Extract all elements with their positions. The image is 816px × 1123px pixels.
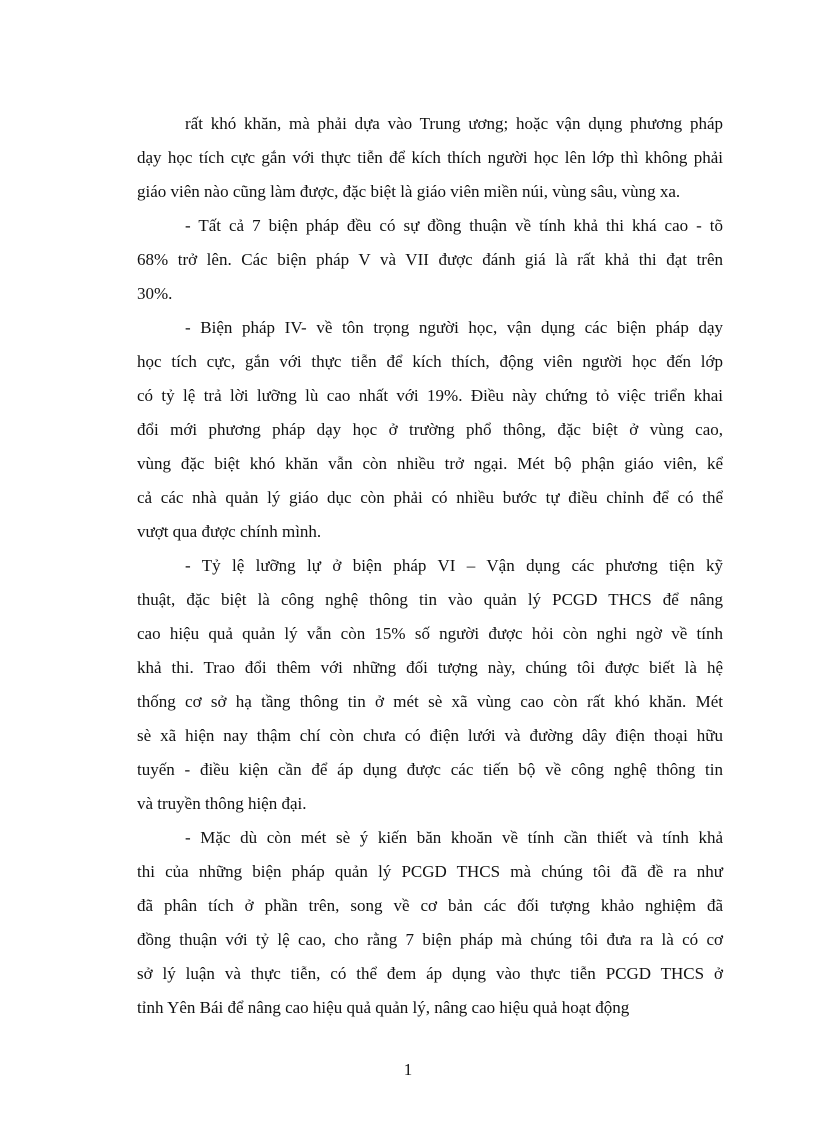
page-number: 1 xyxy=(403,1060,413,1079)
text-line: có tỷ lệ trả lời lưỡng lù cao nhất với 19%. Điều này chứng tỏ việc triển khai xyxy=(137,386,723,405)
text-line: cao hiệu quả quản lý vẫn còn 15% số người được hỏi còn nghi ngờ về tính xyxy=(137,624,723,643)
text-line: - Tỷ lệ lưỡng lự ở biện pháp VI – Vận dụng các phương tiện kỹ xyxy=(185,556,723,575)
paragraph-measure-iv xyxy=(137,311,723,549)
text-line: tỉnh Yên Bái để nâng cao hiệu quả quản lý, nâng cao hiệu quả hoạt động xyxy=(137,998,630,1017)
paragraph-measure-vi xyxy=(137,549,723,821)
text-line: sở lý luận và thực tiễn, có thể đem áp dụng vào thực tiễn PCGD THCS ở xyxy=(137,964,723,983)
text-line: vùng đặc biệt khó khăn vẫn còn nhiều trở ngại. Mét bộ phận giáo viên, kể xyxy=(137,454,723,473)
text-line: dạy học tích cực gắn với thực tiễn để kích thích người học lên lớp thì không phải xyxy=(137,148,723,167)
text-line: sè xã hiện nay thậm chí còn chưa có điện lưới và đường dây điện thoại hữu xyxy=(137,726,723,745)
text-line: vượt qua được chính mình. xyxy=(137,522,322,541)
text-line: và truyền thông hiện đại. xyxy=(137,794,307,813)
text-line: - Biện pháp IV- về tôn trọng người học, vận dụng các biện pháp dạy xyxy=(185,318,723,337)
text-line: rất khó khăn, mà phải dựa vào Trung ương; hoặc vận dụng phương pháp xyxy=(185,114,723,133)
text-line: học tích cực, gắn với thực tiễn để kích thích, động viên người học đến lớp xyxy=(137,352,723,371)
text-line: đã phân tích ở phần trên, song về cơ bản các đối tượng khảo nghiệm đã xyxy=(137,896,723,915)
text-line: 68% trở lên. Các biện pháp V và VII được đánh giá là rất khả thi đạt trên xyxy=(137,250,723,269)
text-line: - Mặc dù còn mét sè ý kiến băn khoăn về tính cần thiết và tính khả xyxy=(185,828,723,847)
text-line: - Tất cả 7 biện pháp đều có sự đồng thuận về tính khả thi khá cao - tõ xyxy=(185,216,723,235)
text-line: khả thi. Trao đổi thêm với những đối tượng này, chúng tôi được biết là hệ xyxy=(137,658,723,677)
text-line: thi của những biện pháp quản lý PCGD THCS mà chúng tôi đã đề ra như xyxy=(137,862,723,881)
text-line: tuyến - điều kiện cần để áp dụng được các tiến bộ về công nghệ thông tin xyxy=(137,760,723,779)
text-line: 30%. xyxy=(137,284,173,303)
text-line: cả các nhà quản lý giáo dục còn phải có nhiều bước tự điều chỉnh để có thể xyxy=(137,488,723,507)
text-line: đồng thuận với tỷ lệ cao, cho rằng 7 biện pháp mà chúng tôi đưa ra là có cơ xyxy=(137,930,723,949)
paragraph-conclusion xyxy=(137,821,723,1025)
text-line: thống cơ sở hạ tầng thông tin ở mét sè xã vùng cao còn rất khó khăn. Mét xyxy=(137,692,723,711)
text-line: đổi mới phương pháp dạy học ở trường phổ thông, đặc biệt ở vùng cao, xyxy=(137,420,723,439)
text-line: thuật, đặc biệt là công nghệ thông tin vào quản lý PCGD THCS để nâng xyxy=(137,590,723,609)
paragraph-continuation xyxy=(137,107,723,209)
text-line: giáo viên nào cũng làm được, đặc biệt là giáo viên miền núi, vùng sâu, vùng xa. xyxy=(137,182,681,201)
document-body xyxy=(137,107,723,1025)
paragraph-feasibility-consensus xyxy=(137,209,723,311)
